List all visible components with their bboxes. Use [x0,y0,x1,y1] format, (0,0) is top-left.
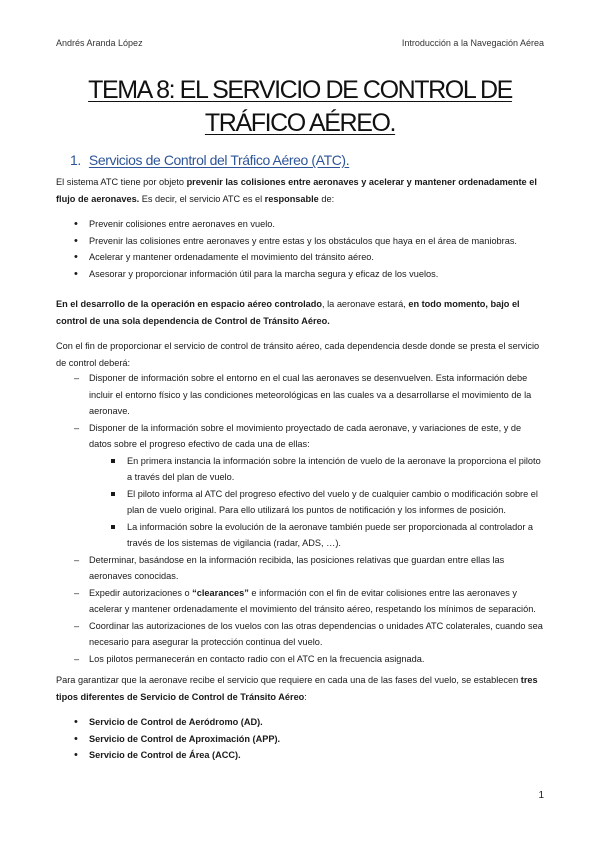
section-heading [70,152,349,168]
list-item: • Asesorar y proporcionar información útil para la marcha segura y eficaz de los vuelos. [56,266,544,283]
list-item: – Determinar, basándose en la información recibida, las posiciones relativas que guardan entre ellas las aeronaves conocidas. [56,552,544,585]
list-item: • Prevenir las colisiones entre aeronaves y entre estas y los obstáculos que haya en el área de maniobras. [56,233,544,250]
purpose-paragraph: Con el fin de proporcionar el servicio de control de tránsito aéreo, cada dependencia desde donde se presta el servicio de control deberá: [56,341,540,368]
list-item: – Disponer de la información sobre el movimiento proyectado de cada aeronave, y variaciones de este, y de datos sobre el progreso efectivo de cada una de ellas: En primera instancia la información sobre la intención de vuelo de la aeronave la proporciona el piloto a través del plan de vuelo. El piloto informa al ATC del progreso efectivo del vuelo y de cualquier cambio o modificación sobre el plan de vuelo original. Para ello utilizará los puntos de notificación y los informes de posición. La información sobre la evolución de la aeronave también puede ser proporcionada al controlador a través de los sistemas de vigilancia (radar, ADS, …). [56,420,544,552]
list-item: – Coordinar las autorizaciones de los vuelos con las otras dependencias o unidades ATC colaterales, cuando sea necesario para asegurar la protección continua del vuelo. [56,618,544,651]
service-types-list [56,714,544,764]
page-number: 1 [538,790,544,801]
list-item: • Servicio de Control de Aproximación (APP). [56,731,544,748]
section-number: 1. [70,152,81,168]
header-course: Introducción a la Navegación Aérea [401,38,544,48]
sub-list-item: La información sobre la evolución de la aeronave también puede ser proporcionada al controlador a través de los sistemas de vigilancia (radar, ADS, …). [89,519,544,552]
sub-list-item: En primera instancia la información sobre la intención de vuelo de la aeronave la proporciona el piloto a través del plan de vuelo. [89,453,544,486]
sub-list [89,453,544,552]
control-paragraph: En el desarrollo de la operación en espacio aéreo controlado, la aeronave estará, en todo momento, bajo el control de una sola dependencia de Control de Tránsito Aéreo. [56,299,520,326]
list-item: • Servicio de Control de Aeródromo (AD). [56,714,544,731]
body-block-3 [56,370,544,667]
header-author: Andrés Aranda López [56,38,143,48]
title-line-2: TRÁFICO AÉREO. [204,109,396,137]
page-title [60,74,540,140]
body-block-1 [56,174,544,282]
list-item: – Disponer de información sobre el entorno en el cual las aeronaves se desenvuelven. Esta información debe incluir el entorno físico y las condiciones meteorológicas en las cuales va a desarrollarse el movimiento de la aeronave. [56,370,544,420]
list-item: – Expedir autorizaciones o “clearances” e información con el fin de evitar colisiones entre las aeronaves y acelerar y mantener ordenadamente el movimiento del tránsito aéreo, respetando los mínimos de separación. [56,585,544,618]
body-block-2 [56,296,544,371]
duties-list [56,370,544,667]
list-item: • Servicio de Control de Área (ACC). [56,747,544,764]
title-line-1: TEMA 8: EL SERVICIO DE CONTROL DE [88,76,512,104]
list-item: – Los pilotos permanecerán en contacto radio con el ATC en la frecuencia asignada. [56,651,544,668]
list-item: • Prevenir colisiones entre aeronaves en vuelo. [56,216,544,233]
section-title: Servicios de Control del Tráfico Aéreo (ATC). [88,152,350,168]
intro-paragraph: El sistema ATC tiene por objeto prevenir las colisiones entre aeronaves y acelerar y mantener ordenadamente el flujo de aeronaves. Es decir, el servicio ATC es el responsable de: [56,177,537,204]
service-types-paragraph: Para garantizar que la aeronave recibe el servicio que requiere en cada una de las fases del vuelo, se establecen tres tipos diferentes de Servicio de Control de Tránsito Aéreo: [56,675,538,702]
body-block-4 [56,672,544,764]
list-item: • Acelerar y mantener ordenadamente el movimiento del tránsito aéreo. [56,249,544,266]
responsibility-list [56,216,544,282]
sub-list-item: El piloto informa al ATC del progreso efectivo del vuelo y de cualquier cambio o modificación sobre el plan de vuelo original. Para ello utilizará los puntos de notificación y los informes de posición. [89,486,544,519]
